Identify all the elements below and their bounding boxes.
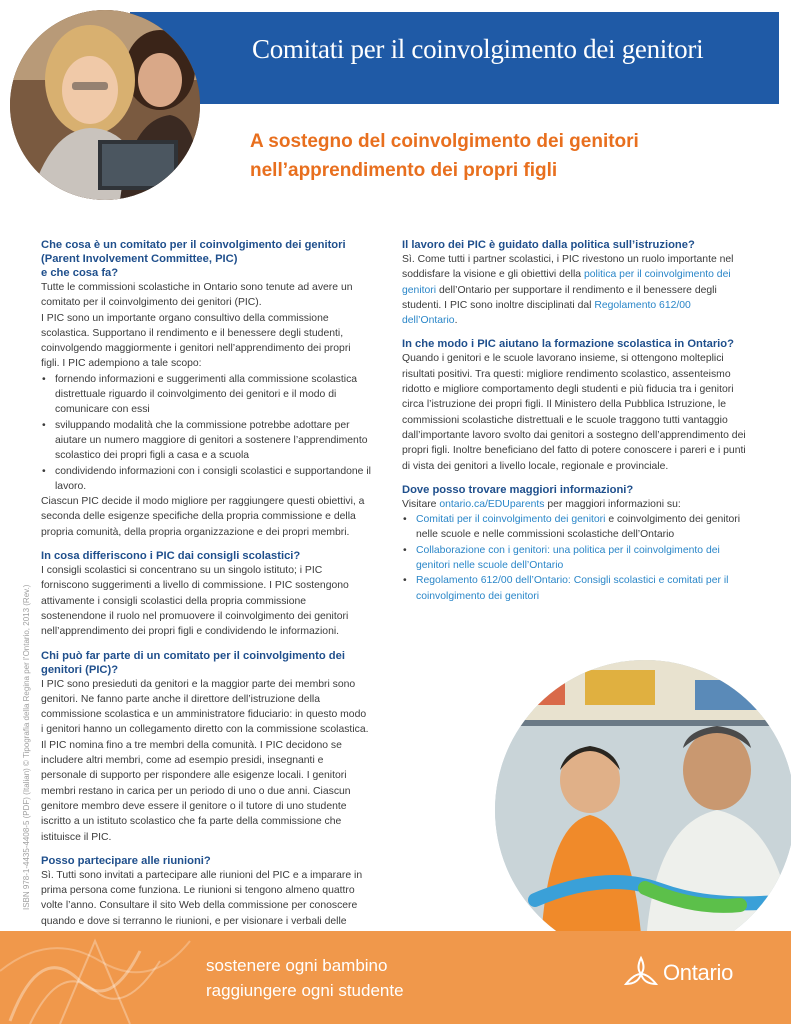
section-heading: In cosa differiscono i PIC dai consigli scolastici? [41,550,301,563]
list-item: • condividendo informazioni con i consigli scolastici e supportandone il lavoro. [41,464,371,495]
left-column [41,238,371,953]
section-what-is-pic [41,238,371,540]
heading-part-1: Che cosa è un comitato per il coinvolgimento dei genitori (Parent Involvement Committee, PIC) [41,239,346,265]
section-difference [41,549,371,639]
resource-list [402,512,747,604]
right-column [402,238,747,613]
list-item [402,573,747,604]
section-heading: Dove posso trovare maggiori informazioni? [402,483,634,496]
list-item: • fornendo informazioni e suggerimenti alla commissione scolastica distrettuale riguardo il coinvolgimento dei genitori e il modo di comunicare con essi [41,372,371,418]
ontario-wordmark: Ontario [663,960,734,985]
bullet-list [41,372,371,494]
committees-link[interactable]: Comitati per il coinvolgimento dei genitori [416,514,606,526]
grandfather-child-photo [495,660,791,960]
paragraph: Ciascun PIC decide il modo migliore per raggiungere questi obiettivi, a seconda delle esigenze specifiche della propria commissione e della propria comunità, della propria organizzazione e dei propri membri. [41,496,365,538]
footer-slogan [206,953,404,1003]
parents-photo [10,10,200,200]
regulation-councils-link[interactable]: Regolamento 612/00 dell’Ontario: Consigli scolastici e comitati per il coinvolgimento dei genitori [416,575,729,602]
regulation-link[interactable]: Regolamento 612/00 dell’Ontario [402,299,691,327]
text: e coinvolgimento dei genitori nelle scuole e nelle commissioni scolastiche dell’Ontario [416,514,741,541]
page-title: Comitati per il coinvolgimento dei genitori [252,34,704,64]
paragraph: I consigli scolastici si concentrano su un singolo istituto; i PIC forniscono suggerimenti a livello di commissione. I PIC sostengono attivamente i consigli scolastici della propria commissione sostenendone il ruolo nel promuovere il coinvolgimento dei genitori nell’apprendimento dei propri figli e condividendo le informazioni. [41,565,349,638]
text: Sì. Come tutti i partner scolastici, i PIC rivestono un ruolo importante nel soddisfare la visione e gli obiettivi della [402,254,734,281]
page-subtitle [250,127,770,185]
paragraph: Quando i genitori e le scuole lavorano insieme, si ottengono molteplici risultati positivi. Tra questi: migliore rendimento scolastico, assenteismo ridotto e migliore comportamento degli studenti e più fiducia tra i genitori circa l’istruzione dei propri figli. Il Ministero della Pubblica Istruzione, le commissioni scolastiche distrettuali e le scuole traggono tutti vantaggio dall’importante lavoro svolto dai genitori a sostegno dell’apprendimento dei propri figli. Inoltre beneficiano del fatto di potere conoscere i pareri e i punti di vista dei genitori a livello locale, regionale e provinciale. [402,353,746,472]
text: Visitare [402,498,440,510]
section-heading [41,238,371,280]
slogan-line-2: raggiungere ogni studente [206,981,404,1000]
list-item [402,543,747,574]
collaboration-link[interactable]: Collaborazione con i genitori: una politica per il coinvolgimento dei genitori nelle scuole dell’Ontario [416,544,720,572]
list-item [402,512,747,543]
paragraph: Tutte le commissioni scolastiche in Ontario sono tenute ad avere un comitato per il coinvolgimento dei genitori (PIC). [41,282,353,309]
paragraph: I PIC sono un importante organo consultivo della commissione scolastica. Supportano il rendimento e il benessere degli studenti, coinvolgendo maggiormente i genitori nell’apprendimento dei propri figli. I PIC adempiono a tale scopo: [41,312,351,370]
subtitle-line-1: A sostegno del coinvolgimento dei genitori [250,131,639,152]
section-heading: Il lavoro dei PIC è guidato dalla politica sull’istruzione? [402,239,695,251]
section-who-can-join [41,649,371,845]
paragraph [402,497,747,512]
section-heading: Posso partecipare alle riunioni? [41,854,211,867]
text: . [454,315,458,327]
text: dell’Ontario per supportare il rendimento e il benessere degli studenti. I PIC sono inoltre disciplinati dal [402,284,717,311]
section-how-pic-helps [402,337,747,473]
paragraph [402,252,747,328]
paragraph: I PIC sono presieduti da genitori e la maggior parte dei membri sono genitori. Ne fanno parte anche il direttore dell’istruzione della commissione scolastica e un amministratore fiduciario: in questo modo i genitori hanno un collegamento diretto con la commissione scolastica. Il PIC nomina fino a tre membri della comunità. I PIC decidono se includere altri membri, come ad esempio presidi, insegnanti e personale di supporto per rispondere alle esigenze locali. I genitori membri restano in carica per un periodo di uno o due anni. Ciascun genitore membro deve essere il genitore o il tutore di uno studente iscritto a un istituto scolastico che fa parte della commissione che istituisce il PIC. [41,678,369,843]
section-policy [402,238,747,328]
isbn-note: ISBN 978-1-4435-4408-5 (PDF) (Italian) © Tipografia della Regina per l’Ontario, 2013 (Rev.) [22,584,31,910]
heading-part-2: e che cosa fa? [41,267,119,279]
slogan-line-1: sostenere ogni bambino [206,956,388,975]
ontario-logo [622,954,733,992]
policy-link[interactable]: politica per il coinvolgimento dei genitori [402,269,731,296]
text: per maggiori informazioni su: [544,498,681,510]
paragraph: Sì. Tutti sono invitati a partecipare alle riunioni del PIC e a imparare in prima persona come funziona. Le riunioni si tengono almeno quattro volte l’anno. Consultare il sito Web della commissione per conoscere quando e dove si terranno le riunioni, e per visionare i verbali delle [41,869,363,927]
section-heading: Chi può far parte di un comitato per il coinvolgimento dei genitori (PIC)? [41,649,345,676]
list-item: • sviluppando modalità che la commissione potrebbe adottare per aiutare un numero maggiore di genitori a sostenere l’apprendimento scolastico dei propri figli a casa e a scuola [41,418,371,464]
section-more-info [402,483,747,604]
eduparents-link[interactable]: ontario.ca/EDUparents [439,498,545,510]
subtitle-line-2: nell’apprendimento dei propri figli [250,160,558,181]
decorative-swirl-icon [0,931,200,1024]
section-heading: In che modo i PIC aiutano la formazione scolastica in Ontario? [402,338,734,351]
trillium-icon [622,954,660,992]
